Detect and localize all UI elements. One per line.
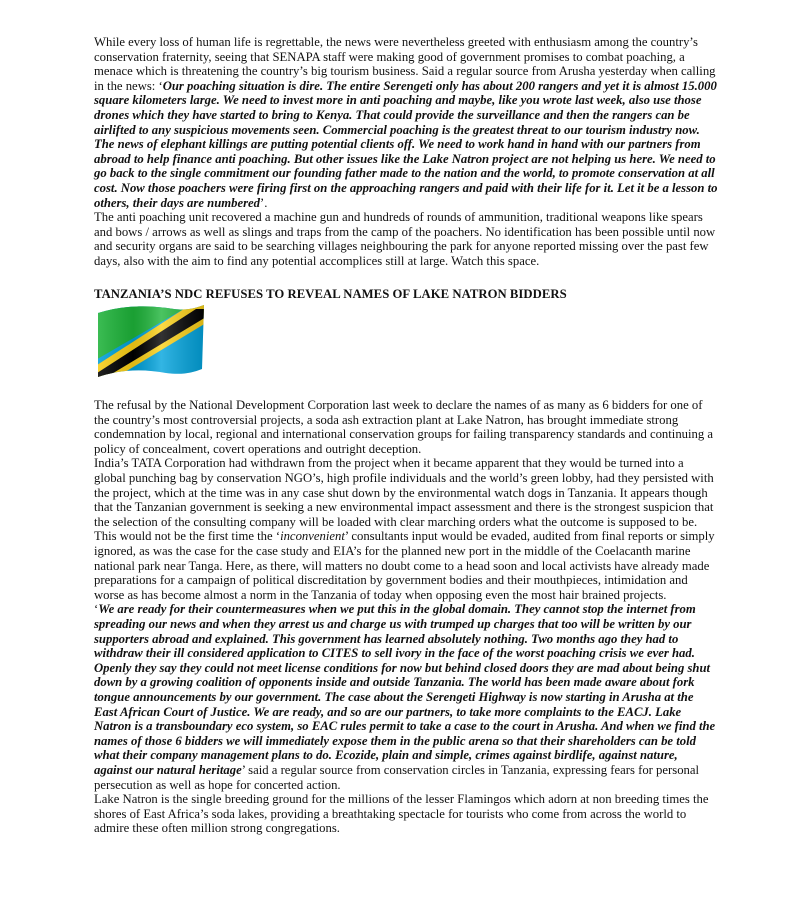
paragraph-text: India’s TATA Corporation had withdrawn from the project when it became apparent that they would be turned into a global punching bag by conservation NGO’s, high profile individuals and the world’s green lobby, had they persisted with the project, which at the time was in any case shut down by the environmental watch dogs in Tanzania. It appears though that the Tanzanian government is seeking a new environmental impact assessment and there is the strongest suspicion that the selection of the consulting company will be loaded with clear marching orders what the outcome is supposed to be. This would not be the first time the ‘ — [94, 456, 714, 544]
tanzania-flag-icon — [94, 303, 206, 381]
paragraph-text-continued: ’ consultants input would be evaded, audited from final reports or simply ignored, as was the case for the case study and EIA’s for the planned new port in the middle of the Coelacanth marine national park near Tanga. Here, as there, will matters no doubt come to a head soon and local activists have already made preparations for a campaign of political discreditation by government bodies and their mouthpieces, intimidation and worse as has become almost a norm in the Tanzania of today when opposing even the most hair brained projects. — [94, 529, 715, 602]
italic-word: inconvenient — [280, 529, 345, 544]
paragraph-tata-withdrawal — [94, 456, 718, 602]
paragraph-text: ’ said a regular source from conservation circles in Tanzania, expressing fears for personal persecution as well as hope for concerted action. — [94, 762, 700, 792]
article-heading: TANZANIA’S NDC REFUSES TO REVEAL NAMES OF LAKE NATRON BIDDERS — [94, 286, 567, 301]
quoted-statement: We are ready for their countermeasures when we put this in the global domain. They cannot stop the internet from spreading our news and when they arrest us and charge us with trumped up charges that too will be written by our supporters abroad and explained. This government has learned absolutely nothing. Two months ago they had to withdraw their ill considered application to CITES to sell ivory in the face of the worst poaching crisis we ever had. Openly they say they could not meet license conditions for now but behind closed doors they are mad about being shut down by a growing coalition of opponents inside and outside Tanzania. The world has been made aware about fork tongue announcements by our government. The case about the Serengeti Highway is now starting in Arusha at the East African Court of Justice. We are ready, and so are our partners, to take more complaints to the EACJ. Lake Natron is a transboundary eco system, so EAC rules permit to take a case to the court in Arusha. And when we find the names of those 6 bidders we will immediately expose them in the public arena so that their shareholders can be told what their company management plans to do. Ecozide, plain and simple, crimes against birdlife, against nature, against our natural heritage — [94, 602, 716, 777]
paragraph-lake-natron-flamingos: Lake Natron is the single breeding ground for the millions of the lesser Flamingos which adorn at non breeding times the shores of East Africa’s soda lakes, providing a breathtaking spectacle for tourists who come from across the world to admire these often million strong congregations. — [94, 792, 709, 836]
quoted-statement: Our poaching situation is dire. The entire Serengeti only has about 200 rangers and yet it is almost 15.000 square kilometers large. We need to invest more in anti poaching and maybe, like you wrote last week, also use those drones which they have started to bring to Kenya. That could provide the surveillance and then the rangers can be airlifted to any suspicious movements seen. Commercial poaching is the greatest threat to our tourism industry now. The news of elephant killings are putting potential clients off. We need to work hand in hand with our partners from abroad to help finance anti poaching. But other issues like the Lake Natron project are not helping us here. We need to go back to the single commitment our founding father made to the nation and the world, to promote conservation at all cost. Now those poachers were firing first on the approaching rangers and paid with their life for it. Let it be a lesson to others, their days are numbered — [94, 78, 718, 210]
paragraph-text: While every loss of human life is regrettable, the news were nevertheless greeted with enthusiasm among the country’s conservation fraternity, seeing that SENAPA staff were making good of government promises to combat poaching, a menace which is threatening the country’s big tourism business. Said a regular source from Arusha yesterday when calling in the news: ‘ — [94, 35, 716, 93]
document-page — [94, 35, 718, 836]
paragraph-anti-poaching-unit: The anti poaching unit recovered a machine gun and hundreds of rounds of ammunition, traditional weapons like spears and bows / arrows as well as slings and traps from the camp of the poachers. No identification has been possible until now and security organs are said to be searching villages neighbouring the park for anyone reported missing over the past few days, also with the aim to find any potential accomplices still at large. Watch this space. — [94, 210, 716, 268]
paragraph-activist-quote — [94, 602, 718, 792]
paragraph-poaching-news — [94, 35, 718, 210]
closing-quote: ’. — [260, 195, 268, 210]
opening-quote: ‘ — [94, 602, 99, 617]
flag-figure — [94, 303, 718, 381]
paragraph-ndc-refusal: The refusal by the National Development Corporation last week to declare the names of as many as 6 bidders for one of the country’s most controversial projects, a soda ash extraction plant at Lake Natron, has brought immediate strong condemnation by local, regional and international conservation groups for failing transparency standards and continuing a policy of concealment, covert operations and outright deception. — [94, 398, 714, 456]
